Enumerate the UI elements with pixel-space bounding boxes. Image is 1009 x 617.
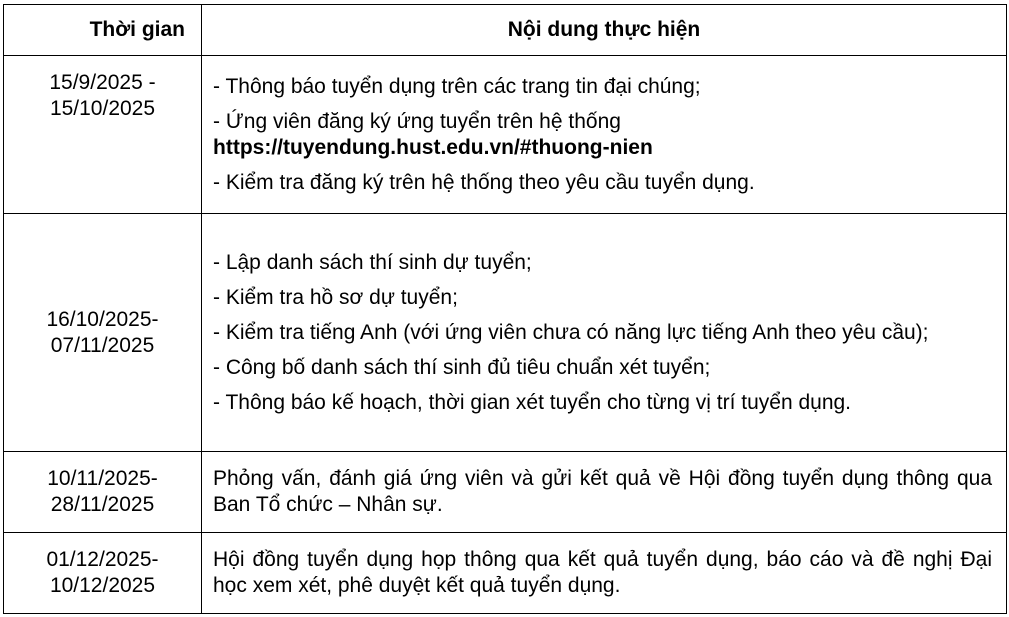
list-item: - Thông báo tuyển dụng trên các trang tin đại chúng; <box>213 74 701 98</box>
content-cell <box>202 533 1007 614</box>
time-cell <box>4 533 202 614</box>
table-row <box>4 56 1007 214</box>
table-header-row <box>4 5 1007 56</box>
time-cell <box>4 452 202 533</box>
time-end: 28/11/2025 <box>50 493 155 516</box>
content-cell <box>202 214 1007 452</box>
time-end: 10/12/2025 <box>49 574 156 597</box>
list-item: - Kiểm tra tiếng Anh (với ứng viên chưa có năng lực tiếng Anh theo yêu cầu); <box>213 320 929 344</box>
time-start: 15/9/2025 - <box>49 71 156 94</box>
table-row <box>4 533 1007 614</box>
table-row <box>4 452 1007 533</box>
table-row <box>4 214 1007 452</box>
recruitment-url: https://tuyendung.hust.edu.vn/#thuong-nien <box>213 135 653 159</box>
time-end: 15/10/2025 <box>49 97 156 120</box>
list-item: - Lập danh sách thí sinh dự tuyển; <box>213 250 532 274</box>
list-item <box>213 109 992 161</box>
content-cell <box>202 452 1007 533</box>
content-text: Hội đồng tuyển dụng họp thông qua kết quả tuyển dụng, báo cáo và đề nghị Đại học xem xét, phê duyệt kết quả tuyển dụng. <box>213 548 992 597</box>
time-start: 01/12/2025- <box>46 548 159 571</box>
time-cell <box>4 56 202 214</box>
list-item: - Kiểm tra hồ sơ dự tuyển; <box>213 285 458 309</box>
list-item: - Thông báo kế hoạch, thời gian xét tuyển cho từng vị trí tuyển dụng. <box>213 390 852 414</box>
list-item: - Công bố danh sách thí sinh đủ tiêu chuẩn xét tuyển; <box>213 355 711 379</box>
header-time: Thời gian <box>4 5 202 56</box>
content-cell <box>202 56 1007 214</box>
time-end: 07/11/2025 <box>50 333 155 357</box>
schedule-table <box>3 4 1007 614</box>
time-start: 10/11/2025- <box>47 467 158 490</box>
time-start: 16/10/2025- <box>46 307 159 331</box>
content-text: Phỏng vấn, đánh giá ứng viên và gửi kết quả về Hội đồng tuyển dụng thông qua Ban Tổ chức – Nhân sự. <box>213 467 992 516</box>
list-item-text: - Ứng viên đăng ký ứng tuyển trên hệ thống <box>213 109 621 133</box>
time-cell <box>4 214 202 452</box>
list-item: - Kiểm tra đăng ký trên hệ thống theo yêu cầu tuyển dụng. <box>213 170 755 194</box>
header-content: Nội dung thực hiện <box>202 5 1007 56</box>
